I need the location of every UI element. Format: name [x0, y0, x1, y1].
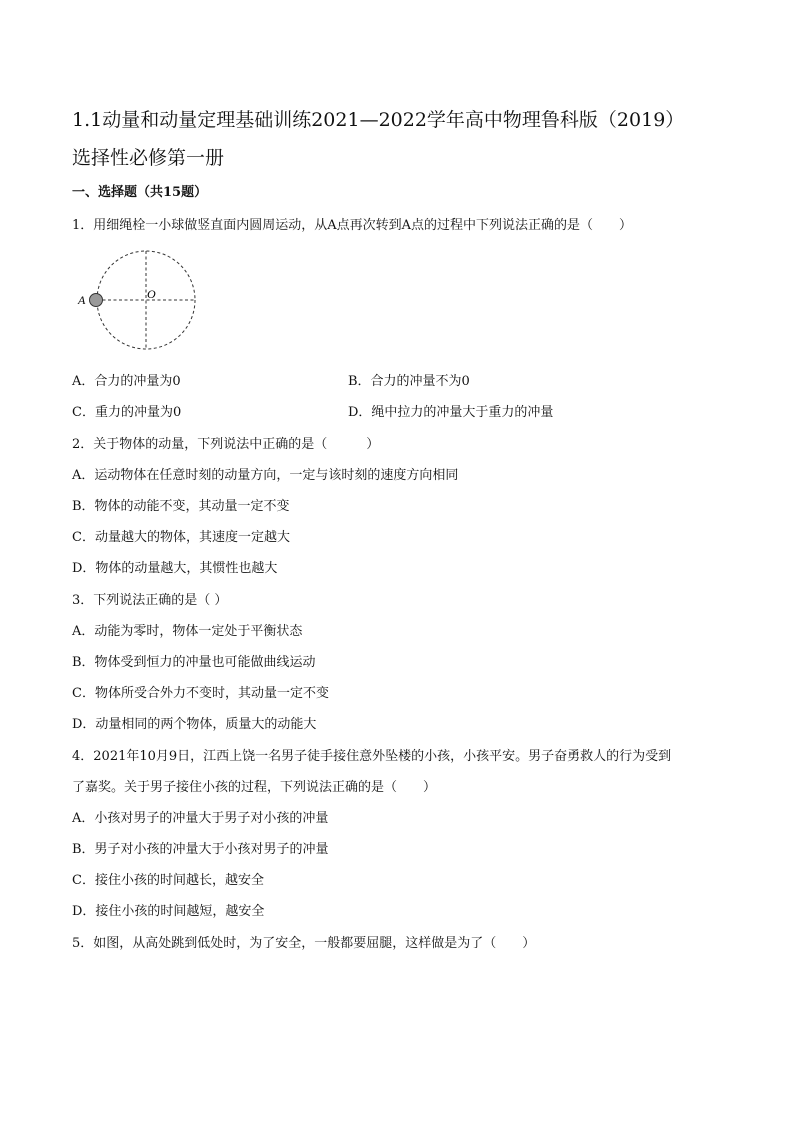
question-1-option-b: B．合力的冲量不为0: [348, 374, 470, 389]
question-4-option-a: A．小孩对男子的冲量大于男子对小孩的冲量: [72, 811, 329, 826]
question-2-option-d: D．物体的动量越大，其惯性也越大: [72, 561, 278, 576]
question-1-stem: 1．用细绳栓一小球做竖直面内圆周运动，从A点再次转到A点的过程中下列说法正确的是（ ）: [72, 218, 633, 233]
question-4-option-b: B．男子对小孩的冲量大于小孩对男子的冲量: [72, 842, 329, 857]
question-3-option-a: A．动能为零时，物体一定处于平衡状态: [72, 624, 303, 639]
question-3-option-b: B．物体受到恒力的冲量也可能做曲线运动: [72, 655, 316, 670]
question-1-option-c: C．重力的冲量为0: [72, 405, 182, 420]
center-o-label: O: [147, 287, 156, 301]
question-3-option-c: C．物体所受合外力不变时，其动量一定不变: [72, 686, 329, 701]
question-4-option-c: C．接住小孩的时间越长，越安全: [72, 873, 264, 888]
question-2-option-b: B．物体的动能不变，其动量一定不变: [72, 499, 290, 514]
question-4-stem-line-1: 4．2021年10月9日，江西上饶一名男子徒手接住意外坠楼的小孩，小孩平安。男子奋勇救人的行为受到: [72, 749, 672, 764]
question-1-option-d: D．绳中拉力的冲量大于重力的冲量: [348, 405, 554, 420]
question-2-option-c: C．动量越大的物体，其速度一定越大: [72, 530, 290, 545]
document-title-line-2: 选择性必修第一册: [72, 147, 225, 169]
question-2-stem: 2．关于物体的动量，下列说法中正确的是（ ）: [72, 437, 380, 452]
question-2-option-a: A．运动物体在任意时刻的动量方向，一定与该时刻的速度方向相同: [72, 468, 459, 483]
question-3-option-d: D．动量相同的两个物体，质量大的动能大: [72, 717, 317, 732]
circular-motion-figure: [74, 248, 202, 356]
ball-at-point-a: [90, 294, 103, 307]
question-5-stem: 5．如图，从高处跳到低处时，为了安全，一般都要屈腿，这样做是为了（ ）: [72, 936, 536, 951]
question-4-stem-line-2: 了嘉奖。关于男子接住小孩的过程，下列说法正确的是（ ）: [72, 780, 437, 795]
question-1-option-a: A．合力的冲量为0: [72, 374, 181, 389]
section-heading: 一、选择题（共15题）: [72, 185, 208, 200]
document-title-line-1: 1.1动量和动量定理基础训练2021—2022学年高中物理鲁科版（2019）: [72, 109, 685, 131]
point-a-label: A: [78, 293, 86, 307]
question-4-option-d: D．接住小孩的时间越短，越安全: [72, 904, 265, 919]
question-3-stem: 3．下列说法正确的是（ ）: [72, 593, 228, 608]
